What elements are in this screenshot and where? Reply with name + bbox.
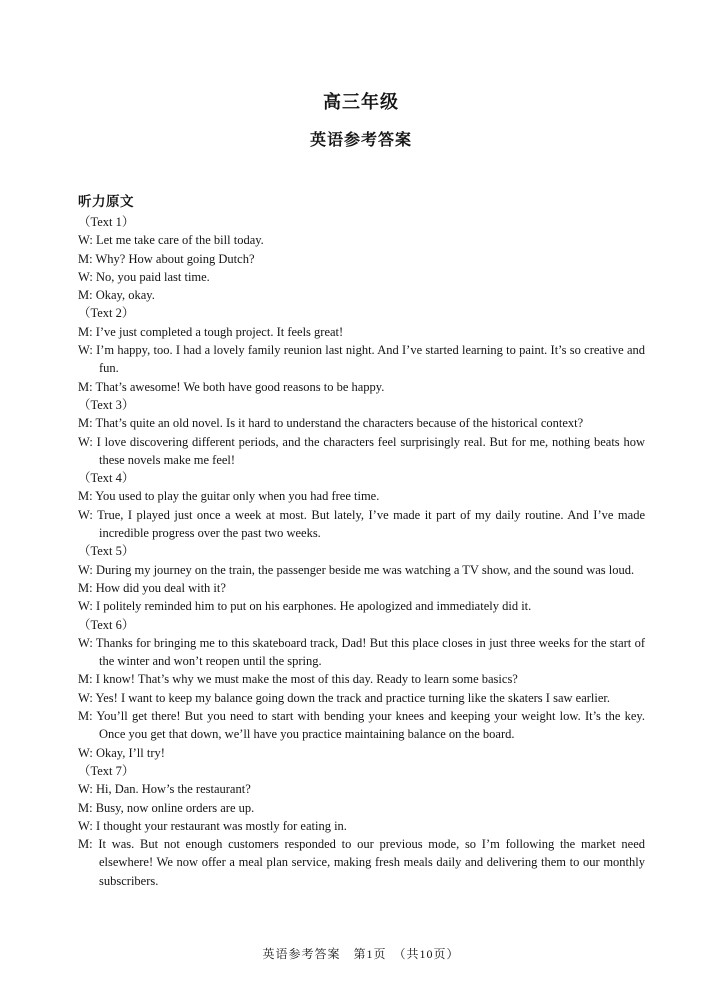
speaker-label: W: [78,782,96,797]
dialogue-text: Okay, I’ll try! [95,745,165,760]
page-title: 高三年级 [323,92,399,112]
speaker-label: M: [78,580,96,595]
dialogue-text: That’s quite an old novel. Is it hard to understand the characters because of the historical context? [95,416,584,431]
dialogue-line [78,506,645,543]
dialogue-line [78,378,645,396]
dialogue-text: Why? How about going Dutch? [95,251,255,266]
dialogue-line [78,414,645,432]
text-marker: （Text 3） [78,397,135,412]
dialogue-line [78,579,645,597]
dialogue-text: I’ve just completed a tough project. It feels great! [95,324,344,339]
dialogue-text: I politely reminded him to put on his earphones. He apologized and immediately did it. [95,599,532,614]
text-marker: （Text 5） [78,544,135,559]
dialogue-text: How did you deal with it? [95,580,226,595]
dialogue-line [78,250,645,268]
speaker-label: W: [78,635,96,650]
dialogue-text: Okay, okay. [95,288,155,303]
dialogue-text: You used to play the guitar only when you had free time. [95,489,380,504]
text-marker: （Text 7） [78,763,135,778]
dialogue-text: It was. But not enough customers responded to our previous mode, so I’m following the market need elsewhere! We now offer a meal plan service, making fresh meals daily and delivering them to our monthly subscribers. [98,837,646,888]
speaker-label: W: [78,818,96,833]
dialogue-text: Hi, Dan. How’s the restaurant? [95,782,251,797]
dialogue-text: Let me take care of the bill today. [95,233,264,248]
dialogue-text: True, I played just once a week at most. But lately, I’ve made it part of my daily routine. And I’ve made incredible progress over the past two weeks. [97,507,645,541]
dialogue-line [78,799,645,817]
dialogue-line [78,689,645,707]
speaker-label: W: [78,745,96,760]
speaker-label: W: [78,599,96,614]
dialogue-line [78,634,645,671]
speaker-label: W: [78,690,96,705]
dialogue-line [78,341,645,378]
dialogue-text: You’ll get there! But you need to start with bending your knees and keeping your weight low. It’s the key. Once you get that down, we’ll have you practice maintaining balance on the board. [96,709,645,742]
dialogue-line [78,286,645,304]
speaker-label: W: [78,343,97,358]
speaker-label: M: [78,837,99,852]
page-footer: 英语参考答案 第1页 （共10页） [262,947,460,961]
speaker-label: W: [78,434,97,449]
text-marker: （Text 4） [78,471,135,486]
dialogue-text: I love discovering different periods, and the characters feel surprisingly real. But for me, nothing beats how these novels make me feel! [96,434,646,467]
speaker-label: W: [78,562,96,577]
dialogue-line [78,433,645,470]
dialogue-line [78,323,645,341]
dialogue-line [78,780,645,798]
transcript [78,213,645,890]
text-marker: （Text 6） [78,617,135,632]
speaker-label: M: [78,416,96,431]
speaker-label: M: [78,288,96,303]
dialogue-text: I know! That’s why we must make the most of this day. Ready to learn some basics? [95,672,518,687]
speaker-label: W: [78,269,96,284]
dialogue-line [78,817,645,835]
dialogue-line [78,231,645,249]
speaker-label: W: [78,233,96,248]
dialogue-line [78,268,645,286]
dialogue-text: That’s awesome! We both have good reasons to be happy. [95,379,385,394]
speaker-label: M: [78,489,96,504]
dialogue-text: During my journey on the train, the passenger beside me was watching a TV show, and the sound was loud. [95,562,635,577]
dialogue-text: I thought your restaurant was mostly for eating in. [95,818,347,833]
speaker-label: W: [78,507,98,522]
dialogue-line [78,670,645,688]
speaker-label: M: [78,379,96,394]
dialogue-line [78,597,645,615]
text-marker: （Text 1） [78,215,135,229]
speaker-label: M: [78,672,96,687]
dialogue-text: No, you paid last time. [95,269,210,284]
dialogue-line [78,744,645,762]
speaker-label: M: [78,324,96,339]
dialogue-text: Busy, now online orders are up. [95,800,255,815]
dialogue-line [78,487,645,505]
transcript-section [78,190,645,890]
dialogue-line [78,835,645,890]
dialogue-line [78,561,645,579]
speaker-label: M: [78,251,96,266]
dialogue-line [78,707,645,744]
dialogue-text: I’m happy, too. I had a lovely family reunion last night. And I’ve started learning to paint. It’s so creative and fun. [96,343,646,376]
dialogue-text: Thanks for bringing me to this skateboard track, Dad! But this place closes in just three weeks for the start of the winter and won’t reopen until the spring. [95,635,645,669]
dialogue-text: Yes! I want to keep my balance going down the track and practice turning like the skaters I saw earlier. [95,690,611,705]
section-heading: 听力原文 [78,194,134,209]
page-subtitle: 英语参考答案 [309,132,412,149]
text-marker: （Text 2） [78,306,135,321]
speaker-label: M: [78,709,97,724]
speaker-label: M: [78,800,96,815]
